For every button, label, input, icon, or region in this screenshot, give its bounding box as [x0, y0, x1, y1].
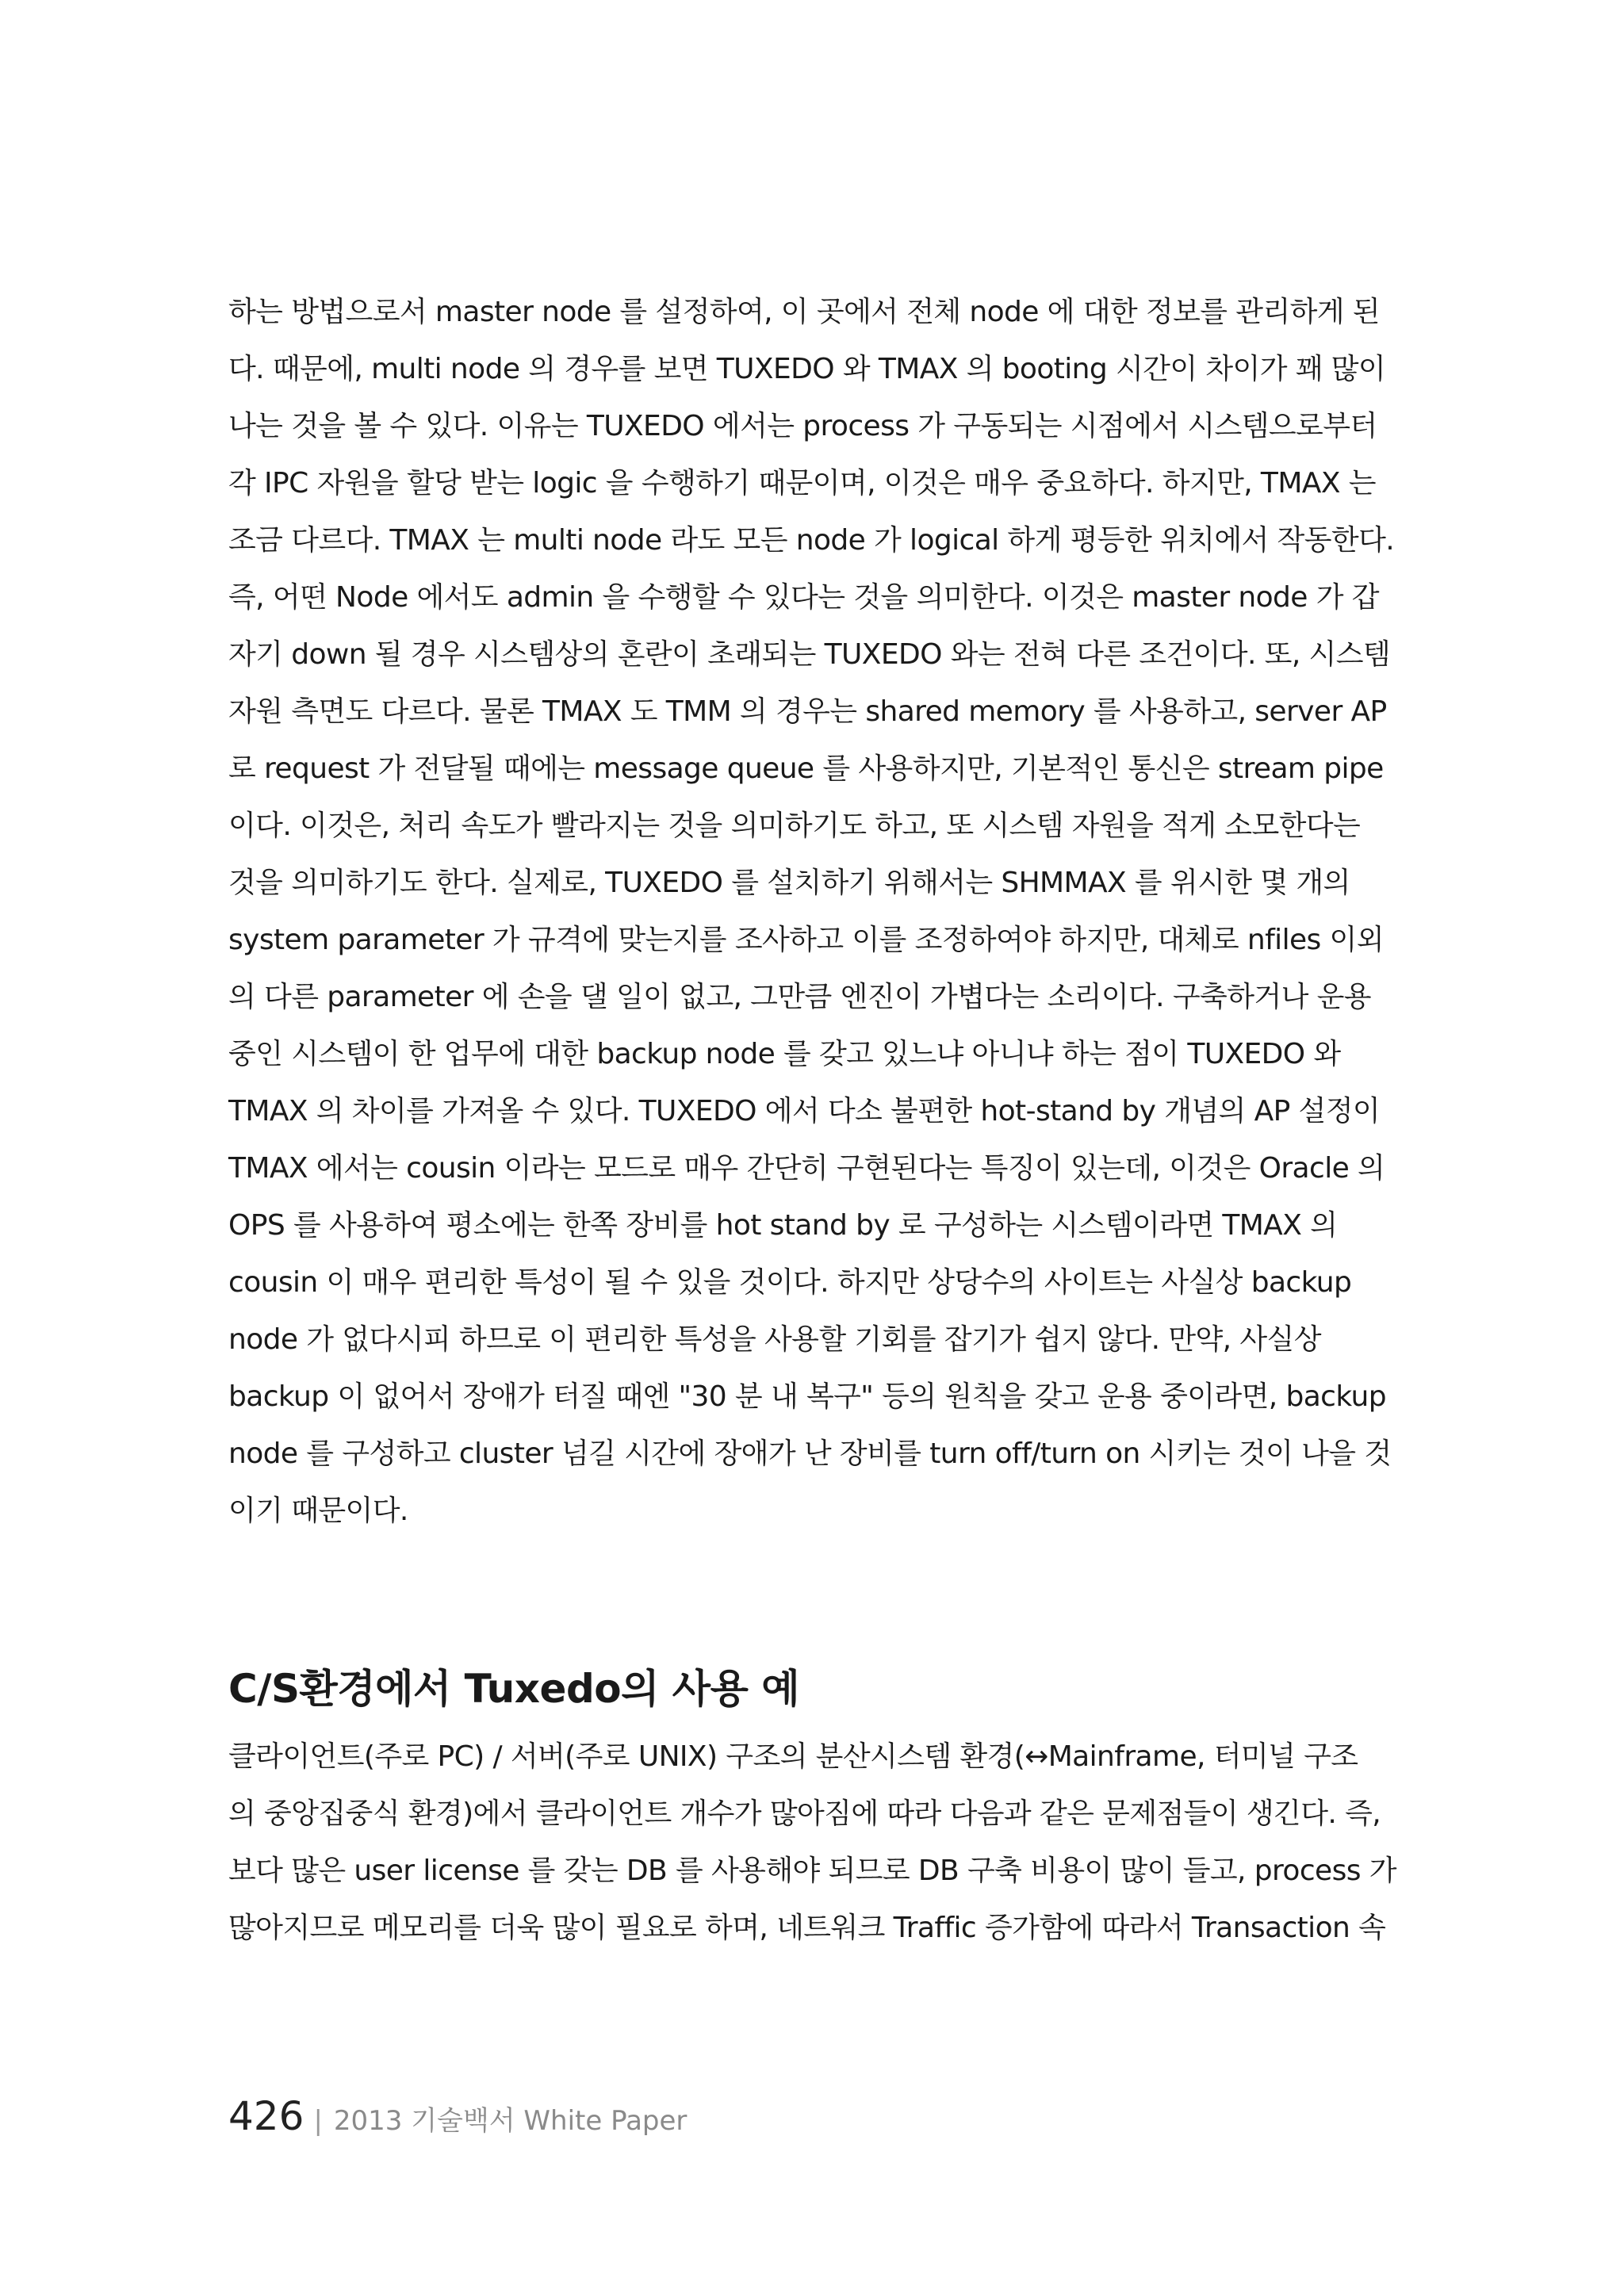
- section-heading: C/S환경에서 Tuxedo의 사용 예: [228, 1666, 800, 1712]
- body-line: TMAX 의 차이를 가져올 수 있다. TUXEDO 에서 다소 불편한 hot-stand by 개념의 AP 설정이: [228, 1095, 1381, 1127]
- body-line: TMAX 에서는 cousin 이라는 모드로 매우 간단히 구현된다는 특징이 있는데, 이것은 Oracle 의: [228, 1152, 1385, 1185]
- page-footer: [228, 2093, 687, 2139]
- body-line: 중인 시스템이 한 업무에 대한 backup node 를 갖고 있느냐 아니냐 하는 점이 TUXEDO 와: [228, 1038, 1341, 1070]
- body-line: 자원 측면도 다르다. 물론 TMAX 도 TMM 의 경우는 shared memory 를 사용하고, server AP: [228, 695, 1387, 728]
- body-line: 의 다른 parameter 에 손을 댈 일이 없고, 그만큼 엔진이 가볍다는 소리이다. 구축하거나 운용: [228, 981, 1371, 1013]
- body-line: cousin 이 매우 편리한 특성이 될 수 있을 것이다. 하지만 상당수의 사이트는 사실상 backup: [228, 1266, 1352, 1299]
- body-line: 즉, 어떤 Node 에서도 admin 을 수행할 수 있다는 것을 의미한다. 이것은 master node 가 갑: [228, 581, 1379, 614]
- footer-title: 2013 기술백서 White Paper: [333, 2105, 688, 2137]
- section-line: 클라이언트(주로 PC) / 서버(주로 UNIX) 구조의 분산시스템 환경(↔Mainframe, 터미널 구조: [228, 1740, 1358, 1773]
- body-line: 나는 것을 볼 수 있다. 이유는 TUXEDO 에서는 process 가 구동되는 시점에서 시스템으로부터: [228, 410, 1377, 442]
- body-line: backup 이 없어서 장애가 터질 때엔 "30 분 내 복구" 등의 원칙을 갖고 운용 중이라면, backup: [228, 1380, 1386, 1413]
- page-number: 426: [228, 2093, 304, 2139]
- body-line: 조금 다르다. TMAX 는 multi node 라도 모든 node 가 logical 하게 평등한 위치에서 작동한다.: [228, 524, 1395, 557]
- body-line: node 를 구성하고 cluster 넘길 시간에 장애가 난 장비를 turn off/turn on 시키는 것이 나을 것: [228, 1437, 1392, 1470]
- body-line: 다. 때문에, multi node 의 경우를 보면 TUXEDO 와 TMAX 의 booting 시간이 차이가 꽤 많이: [228, 353, 1386, 385]
- body-line: OPS 를 사용하여 평소에는 한쪽 장비를 hot stand by 로 구성하는 시스템이라면 TMAX 의: [228, 1209, 1338, 1242]
- body-line: 자기 down 될 경우 시스템상의 혼란이 초래되는 TUXEDO 와는 전혀 다른 조건이다. 또, 시스템: [228, 638, 1391, 671]
- body-paragraph: [228, 284, 1400, 1540]
- body-line: 각 IPC 자원을 할당 받는 logic 을 수행하기 때문이며, 이것은 매우 중요하다. 하지만, TMAX 는: [228, 467, 1376, 500]
- section-line: 의 중앙집중식 환경)에서 클라이언트 개수가 많아짐에 따라 다음과 같은 문제점들이 생긴다. 즉,: [228, 1797, 1381, 1830]
- body-line: 것을 의미하기도 한다. 실제로, TUXEDO 를 설치하기 위해서는 SHMMAX 를 위시한 몇 개의: [228, 867, 1350, 899]
- section-paragraph: [228, 1728, 1400, 1957]
- body-line: 이기 때문이다.: [228, 1495, 408, 1527]
- section-line: 많아지므로 메모리를 더욱 많이 필요로 하며, 네트워크 Traffic 증가함에 따라서 Transaction 속: [228, 1912, 1386, 1944]
- body-line: 로 request 가 전달될 때에는 message queue 를 사용하지만, 기본적인 통신은 stream pipe: [228, 752, 1384, 785]
- section-line: 보다 많은 user license 를 갖는 DB 를 사용해야 되므로 DB 구축 비용이 많이 들고, process 가: [228, 1855, 1396, 1887]
- body-line: 하는 방법으로서 master node 를 설정하여, 이 곳에서 전체 node 에 대한 정보를 관리하게 된: [228, 296, 1380, 328]
- footer-separator: |: [313, 2105, 323, 2137]
- body-line: system parameter 가 규격에 맞는지를 조사하고 이를 조정하여야 하지만, 대체로 nfiles 이외: [228, 924, 1384, 956]
- body-line: node 가 없다시피 하므로 이 편리한 특성을 사용할 기회를 잡기가 쉽지 않다. 만약, 사실상: [228, 1323, 1321, 1356]
- body-line: 이다. 이것은, 처리 속도가 빨라지는 것을 의미하기도 하고, 또 시스템 자원을 적게 소모한다는: [228, 810, 1361, 842]
